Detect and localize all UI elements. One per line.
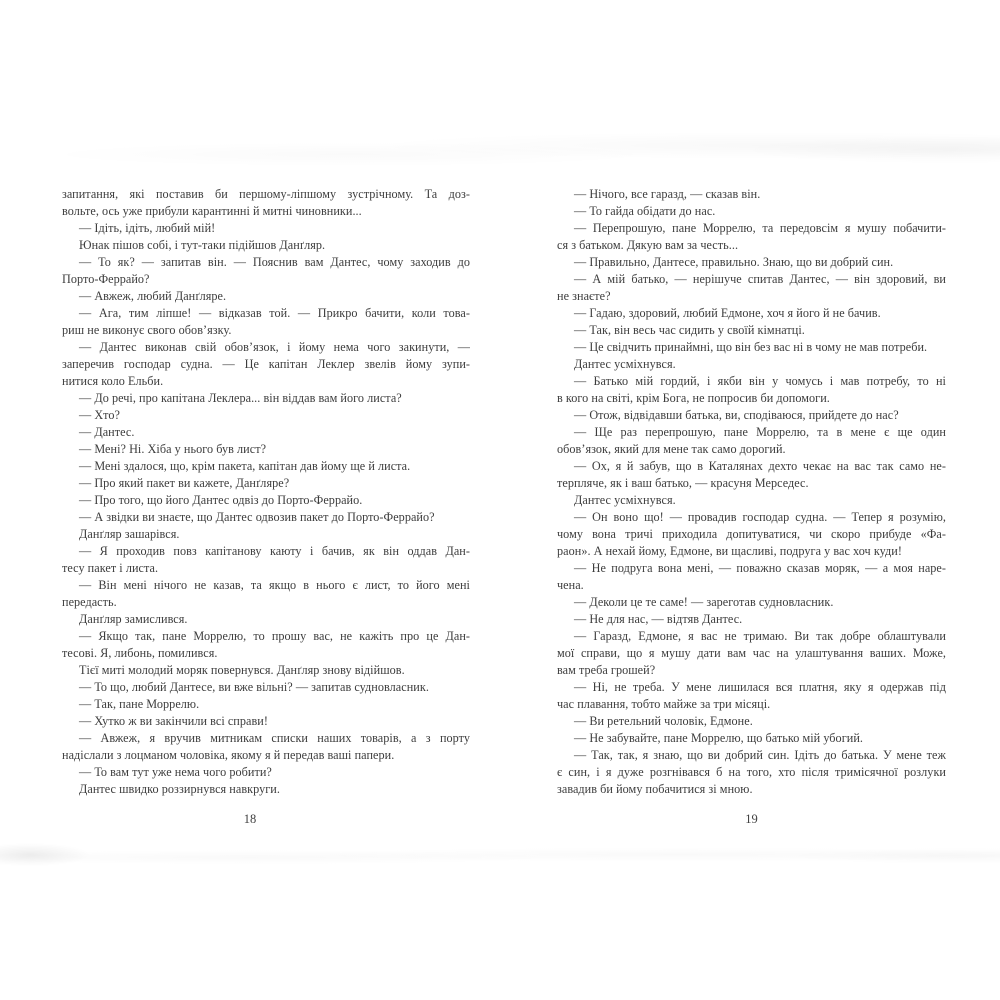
text-line: обов’язок, який для мене так само дорогий.	[557, 442, 786, 456]
text-line: — Про того, що його Дантес одвіз до Порто-Феррайо.	[79, 493, 363, 507]
text-line: — Дантес виконав свій обов’язок, і йому нема чого закинути, —	[79, 340, 470, 354]
text-line: — До речі, про капітана Леклера... він віддав вам його листа?	[79, 391, 402, 405]
text-line: завадив би йому побачитися зі мною.	[557, 782, 753, 796]
text-line: ся з батьком. Дякую вам за честь...	[557, 238, 739, 252]
text-line: — Якщо так, пане Моррелю, то прошу вас, не кажіть про це Дан-	[79, 629, 470, 643]
text-line: — Про який пакет ви кажете, Данґляре?	[79, 476, 290, 490]
text-line: — Правильно, Дантесе, правильно. Знаю, що ви добрий син.	[574, 255, 894, 269]
text-line: — Гаразд, Едмоне, я вас не тримаю. Ви так добре облаштували	[574, 629, 946, 643]
text-line: раон». А нехай йому, Едмоне, ви щасливі, подруга у вас хоч куди!	[557, 544, 902, 558]
text-line: — Ага, тим ліпше! — відказав той. — Прикро бачити, коли това-	[79, 306, 470, 320]
text-line: Тієї миті молодий моряк повернувся. Данґляр знову відійшов.	[79, 663, 405, 677]
text-line: — Так, так, я знаю, що ви добрий син. Ідіть до батька. У мене теж	[574, 748, 946, 762]
text-line: чому вона тричі приходила допитуватися, чи скоро прибуде «Фа-	[557, 527, 946, 541]
text-line: — Нічого, все гаразд, — сказав він.	[574, 187, 761, 201]
text-line: нитися коло Ельби.	[62, 374, 164, 388]
text-line: — То гайда обідати до нас.	[574, 204, 716, 218]
text-line: Дантес усміхнувся.	[574, 357, 676, 371]
text-line: — А мій батько, — нерішуче спитав Дантес, — він здоровий, ви	[574, 272, 946, 286]
text-line: — А звідки ви знаєте, що Дантес одвозив пакет до Порто-Феррайо?	[79, 510, 435, 524]
text-line: — Так, він весь час сидить у своїй кімнатці.	[574, 323, 805, 337]
text-line: — Он воно що! — провадив господар судна. — Тепер я розумію,	[574, 510, 946, 524]
text-line: — Хто?	[79, 408, 121, 422]
text-line: Порто-Феррайо?	[62, 272, 150, 286]
text-line: не знаєте?	[557, 289, 611, 303]
text-line: — Перепрошую, пане Моррелю, та передовсім я мушу побачити-	[574, 221, 946, 235]
text-line: вольте, ось уже прибули карантинні й митні чиновники...	[62, 204, 362, 218]
text-line: чена.	[557, 578, 584, 592]
left-page-number: 18	[243, 812, 257, 826]
text-line: терпляче, як і ваш батько, — красуня Мерседес.	[557, 476, 809, 490]
text-line: Юнак пішов собі, і тут-таки підійшов Данґляр.	[79, 238, 326, 252]
left-page-text-block	[62, 186, 470, 798]
text-line: час плавання, тобто майже за три місяці.	[557, 697, 771, 711]
text-line: — Я проходив повз капітанову каюту і бачив, як він оддав Дан-	[79, 544, 470, 558]
text-line: заперечив господар судна. — Це капітан Леклер звелів йому зупи-	[62, 357, 470, 371]
text-line: — Ох, я й забув, що в Каталянах дехто чекає на вас так само не-	[574, 459, 946, 473]
text-line: вам треба грошей?	[557, 663, 656, 677]
page-top-edge-artifact	[0, 128, 1000, 172]
text-line: тесу пакет і листа.	[62, 561, 159, 575]
text-line: — Батько мій гордий, і якби він у чомусь і мав потребу, то ні	[574, 374, 946, 388]
text-line: тесові. Я, либонь, помилився.	[62, 646, 218, 660]
text-line: Дантес усміхнувся.	[574, 493, 676, 507]
right-page-text-block	[557, 186, 946, 798]
text-line: — Так, пане Моррелю.	[79, 697, 200, 711]
text-line: — То що, любий Дантесе, ви вже вільні? — запитав судновласник.	[79, 680, 429, 694]
text-line: передасть.	[62, 595, 117, 609]
page-bottom-edge-artifact	[0, 843, 1000, 869]
text-line: — Деколи це те саме! — зареготав судновласник.	[574, 595, 834, 609]
text-line: Данґляр замислився.	[79, 612, 188, 626]
text-line: — Ідіть, ідіть, любий мій!	[79, 221, 216, 235]
text-line: — Не забувайте, пане Моррелю, що батько мій убогий.	[574, 731, 863, 745]
text-line: — Отож, відвідавши батька, ви, сподіваюся, прийдете до нас?	[574, 408, 899, 422]
text-line: Данґляр зашарівся.	[79, 527, 180, 541]
text-line: — Мені? Ні. Хіба у нього був лист?	[79, 442, 267, 456]
text-line: запитання, які поставив би першому-ліпшому зустрічному. Та доз-	[62, 187, 470, 201]
text-line: — Ви ретельний чоловік, Едмоне.	[574, 714, 753, 728]
text-line: — Ще раз перепрошую, пане Моррелю, та в мене є ще один	[574, 425, 946, 439]
text-line: мої справи, що я мушу дати вам час на улаштування ваших. Може,	[557, 646, 946, 660]
text-line: в кого на світі, крім Бога, не попросив би допомоги.	[557, 391, 830, 405]
text-line: надіслали з лоцманом чоловіка, якому я й передав ваші папери.	[62, 748, 395, 762]
text-line: — Авжеж, я вручив митникам списки наших товарів, а з порту	[79, 731, 470, 745]
text-line: — Не подруга вона мені, — поважно сказав моряк, — а моя наре-	[574, 561, 946, 575]
text-line: — Він мені нічого не казав, та якщо в нього є лист, то його мені	[79, 578, 470, 592]
text-line: є син, і я дуже розгнівався б на того, хто після тримісячної розлуки	[557, 765, 946, 779]
text-line: — Авжеж, любий Данґляре.	[79, 289, 227, 303]
text-line: риш не виконує свого обов’язку.	[62, 323, 232, 337]
text-line: — Хутко ж ви закінчили всі справи!	[79, 714, 268, 728]
text-line: — Не для нас, — відтяв Дантес.	[574, 612, 743, 626]
right-page-number: 19	[745, 812, 758, 826]
text-line: — Гадаю, здоровий, любий Едмоне, хоч я його й не бачив.	[574, 306, 881, 320]
text-line: — Мені здалося, що, крім пакета, капітан дав йому ще й листа.	[79, 459, 411, 473]
text-line: — Це свідчить принаймні, що він без вас ні в чому не мав потреби.	[574, 340, 928, 354]
text-line: Дантес швидко роззирнувся навкруги.	[79, 782, 280, 796]
text-line: — Ні, не треба. У мене лишилася вся платня, яку я одержав під	[574, 680, 946, 694]
text-line: — Дантес.	[79, 425, 135, 439]
text-line: — То вам тут уже нема чого робити?	[79, 765, 272, 779]
text-line: — То як? — запитав він. — Пояснив вам Дантес, чому заходив до	[79, 255, 470, 269]
